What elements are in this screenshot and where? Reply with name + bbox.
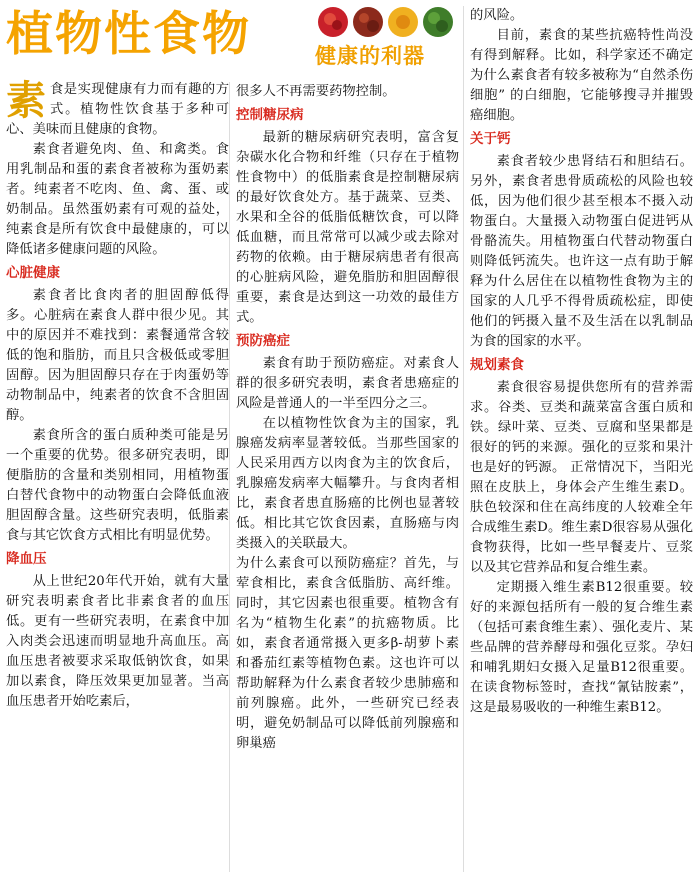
vegetable-greens-icon [423, 7, 453, 37]
spice-pile-icon [353, 7, 383, 37]
paragraph: 从上世纪20年代开始，就有大量研究表明素食者比非素食者的血压低。更有一些研究表明，在素食中加入肉类会迅速而明显地升高血压。高血压患者被要求采取低钠饮食，如果加以素食，降压效果更加显著。当高血压患者开始吃素后， [6, 574, 229, 709]
intro-text: 食是实现健康有力而有趣的方式。植物性饮食基于多种可心、美味而且健康的食物。 [6, 82, 229, 137]
paragraph: 素食所含的蛋白质种类可能是另一个重要的优势。很多研究表明，即便脂肪的含量和类别相同，用植物蛋白替代食物中的动物蛋白会降低血液胆固醇含量。这些研究表明，低脂素食与其它饮食方式相比有明显优势。 [6, 428, 229, 543]
paragraph: 目前，素食的某些抗癌特性尚没有得到解释。比如，科学家还不确定为什么素食者有较多被称为“自然杀伤细胞” 的白细胞，它能够搜寻并摧毁癌细胞。 [470, 28, 693, 123]
yellow-flower-icon [388, 7, 418, 37]
column-divider [229, 82, 230, 872]
paragraph: 素食有助于预防癌症。对素食人群的很多研究表明，素食者患癌症的风险是普通人的一半至四分之三。 [236, 356, 459, 411]
paragraph: 素食者避免肉、鱼、和禽类。食用乳制品和蛋的素食者被称为蛋奶素者。纯素者不吃肉、鱼、禽、蛋、或奶制品。虽然蛋奶素有可观的益处，纯素食是所有饮食中最健康的，可以降低诸多健康问题的风险。 [6, 142, 229, 257]
column-divider [463, 6, 464, 872]
paragraph: 素食者较少患肾结石和胆结石。另外，素食者患骨质疏松的风险也较低，因为他们很少甚至根本不摄入动物蛋白。大量摄入动物蛋白促进钙从骨骼流失。用植物蛋白代替动物蛋白则降低钙流失。也许这一点有助于解释为什么居住在以植物性食物为主的国家的人几乎不得骨质疏松症，即使他们的钙摄入量不及生活在以乳制品为食的国家的水平。 [470, 154, 693, 349]
section-heading-diabetes: 控制糖尿病 [236, 107, 304, 123]
article-title: 植物性食物 [6, 7, 251, 62]
section-heading-cancer: 预防癌症 [236, 333, 290, 349]
section-heading-calcium: 关于钙 [470, 131, 511, 147]
paragraph: 最新的糖尿病研究表明，富含复杂碳水化合物和纤维（只存在于植物性食物中）的低脂素食是控制糖尿病的最好饮食处方。基于蔬菜、豆类、水果和全谷的低脂低糖饮食，可以降低血糖，而且常常可以减少或去除对药物的依赖。由于糖尿病患者有很高的心脏病风险，避免脂肪和胆固醇很重要，素食是达到这一功效的最佳方式。 [236, 130, 459, 325]
food-images [316, 5, 461, 39]
column-2 [236, 82, 459, 754]
paragraph: 为什么素食可以预防癌症？首先，与荤食相比，素食含低脂肪、高纤维。同时，其它因素也很重要。植物含有名为“植物生化素”的抗癌物质。比如，素食者通常摄入更多β-胡萝卜素和番茄红素等植物色素。这也许可以帮助解释为什么素食者较少患肺癌和前列腺癌。此外，一些研究已经表明，避免奶制品可以降低前列腺癌和卵巢癌 [236, 556, 459, 751]
article-subtitle: 健康的利器 [315, 44, 425, 68]
column-1 [6, 80, 229, 712]
red-rose-food-icon [318, 7, 348, 37]
intro-paragraph [6, 80, 229, 140]
paragraph-continued: 很多人不再需要药物控制。 [236, 84, 396, 99]
section-heading-heart: 心脏健康 [6, 265, 60, 281]
paragraph-continued: 的风险。 [470, 8, 524, 23]
paragraph: 定期摄入维生素B12很重要。较好的来源包括所有一般的复合维生素（包括可素食维生素）、强化麦片、某些品牌的营养酵母和强化豆浆。孕妇和哺乳期妇女摄入足量B12很重要。在读食物标签时，查找“氰钴胺素”，这是最易吸收的一种维生素B12。 [470, 580, 693, 715]
section-heading-planning: 规划素食 [470, 357, 524, 373]
column-3 [470, 6, 693, 718]
paragraph: 素食者比食肉者的胆固醇低得多。心脏病在素食人群中很少见。其中的原因并不难找到：素餐通常含较低的饱和脂肪，而且只含极低或零胆固醇。因为胆固醇只存在于肉蛋奶等动物制品中，纯素者的饮食不含胆固醇。 [6, 288, 229, 423]
drop-cap: 素 [6, 78, 46, 124]
paragraph: 素食很容易提供您所有的营养需求。谷类、豆类和蔬菜富含蛋白质和铁。绿叶菜、豆类、豆腐和坚果都是很好的钙的来源。强化的豆浆和果汁也是好的钙源。 正常情况下，当阳光照在皮肤上，身体会产生维生素D。肤色较深和住在高纬度的人较难全年合成维生素D。维生素D很容易从强化食物获得，比如一些早餐麦片、豆浆以及其它营养品和复合维生素。 [470, 380, 693, 575]
section-heading-blood-pressure: 降血压 [6, 551, 47, 567]
paragraph: 在以植物性饮食为主的国家，乳腺癌发病率显著较低。当那些国家的人民采用西方以肉食为主的饮食后，乳腺癌发病率大幅攀升。与食肉者相比，素食者患直肠癌的比例也显著较低。相比其它饮食因素，直肠癌与肉类摄入的关联最大。 [236, 416, 459, 551]
